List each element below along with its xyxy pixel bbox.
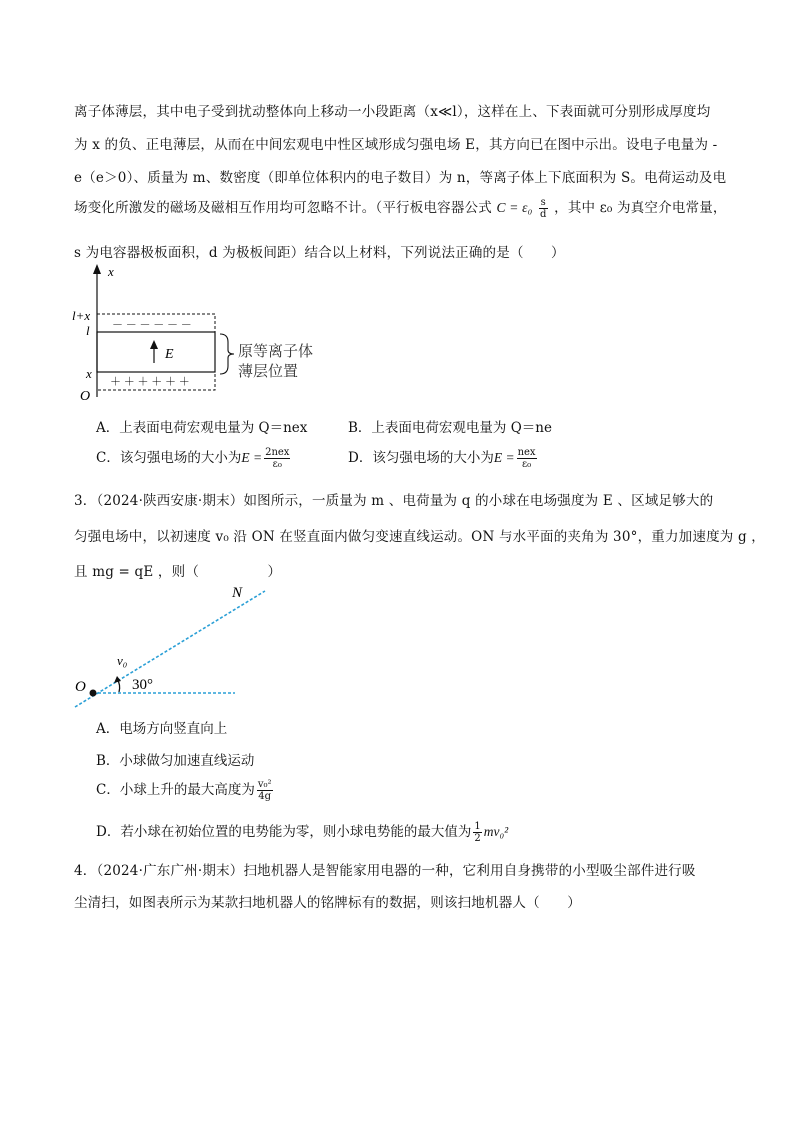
label-l: l (86, 323, 90, 338)
q3-option-a[interactable]: A．电场方向竖直向上 (96, 721, 228, 737)
q3-option-b[interactable]: B．小球做匀加速直线运动 (96, 753, 255, 769)
formula-denominator: d (540, 209, 547, 220)
caption-line-2: 薄层位置 (238, 364, 299, 380)
option-d-denominator: ε₀ (521, 459, 532, 470)
q2-option-c[interactable]: C．该匀强电场的大小为E = $\frac{\text{2nex}}{\text{ε₀}}$ (96, 447, 290, 470)
caption-line-1: 原等离子体 (238, 344, 314, 360)
label-origin: O (80, 389, 91, 404)
option-c-numerator: 2nex (265, 447, 290, 458)
q4-text-line-2: 尘清扫，如图表所示为某款扫地机器人的铭牌标有的数据，则该扫地机器人（ ） (74, 895, 581, 911)
brace (220, 334, 234, 374)
q2-option-b[interactable]: B．上表面电荷宏观电量为 Q＝ne (348, 420, 552, 436)
q3-text-line-2: 匀强电场中，以初速度 v₀ 沿 ON 在竖直面内做匀变速直线运动。ON 与水平面的夹角为 30°，重力加速度为 g ， (74, 529, 765, 545)
label-O: O (75, 679, 86, 695)
option-c-denominator: ε₀ (272, 459, 282, 470)
ball-O (90, 690, 97, 697)
q3-option-d[interactable]: D．若小球在初始位置的电势能为零，则小球电势能的最大值为 $\frac{1}{2}$ mv₀² (96, 821, 509, 844)
label-x: x (86, 366, 92, 381)
minus-signs: － － － － － － (112, 319, 192, 331)
field-arrow (150, 340, 158, 349)
field-label-E: E (165, 347, 174, 362)
capacitor-formula: C = ε₀ $\frac{s}{d}$ (496, 197, 547, 220)
q2-option-a[interactable]: A．上表面电荷宏观电量为 Q＝nex (96, 420, 308, 436)
incline-velocity-figure (65, 575, 280, 715)
q3-option-d-denominator: 2 (474, 833, 481, 844)
q2-text-line-3: e（e＞0）、质量为 m、数密度（即单位体积内的电子数目）为 n，等离子体上下底面积为 S。电荷运动及电 (74, 170, 727, 186)
plus-signs: ＋ ＋ ＋ ＋ ＋ ＋ (110, 376, 190, 388)
axis-label-x: x (108, 264, 114, 279)
label-angle: 30° (132, 677, 153, 693)
q3-text-line-1: 3．（2024·陕西安康·期末）如图所示，一质量为 m 、电荷量为 q 的小球在电场强度为 E 、区域足够大的 (74, 493, 714, 509)
q3-option-c-numerator: v₀² (257, 779, 272, 790)
plasma-layer-figure (70, 262, 350, 407)
q3-text-line-3: 且 mg = qE ，则（ ） (74, 564, 282, 580)
formula-numerator: s (540, 197, 546, 208)
q3-option-d-numerator: 1 (474, 821, 481, 832)
q2-option-d[interactable]: D．该匀强电场的大小为E = $\frac{\text{nex}}{\text{ε₀}}$ (348, 447, 536, 470)
label-v0: v₀ (117, 653, 128, 668)
q3-option-c-denominator: 4g (258, 791, 272, 802)
line-ON (75, 591, 265, 707)
q4-text-line-1: 4．（2024·广东广州·期末）扫地机器人是智能家用电器的一种，它利用自身携带的小型吸尘部件进行吸 (74, 863, 696, 879)
option-d-numerator: nex (517, 447, 536, 458)
q3-option-c[interactable]: C．小球上升的最大高度为 $\frac{\text{v₀²}}{4g}$ (96, 779, 272, 802)
q2-line4-pre: 场变化所激发的磁场及磁相互作用均可忽略不计。（平行板电容器公式 (74, 200, 492, 216)
q2-line4-post: ，其中 ε₀ 为真空介电常量， (554, 200, 727, 216)
label-l-plus-x: l+x (72, 308, 91, 323)
q2-text-line-5: s 为电容器极板面积，d 为极板间距）结合以上材料，下列说法正确的是（ ） (74, 245, 565, 261)
label-N: N (232, 585, 243, 601)
plasma-block (97, 332, 215, 372)
q2-text-line-2: 为 x 的负、正电薄层，从而在中间宏观电中性区域形成匀强电场 E，其方向已在图中示出。设电子电量为 - (74, 137, 718, 153)
q2-text-line-4 (74, 196, 727, 220)
q2-text-line-1: 离子体薄层，其中电子受到扰动整体向上移动一小段距离（x≪l），这样在上、下表面就可分别形成厚度均 (74, 104, 711, 120)
